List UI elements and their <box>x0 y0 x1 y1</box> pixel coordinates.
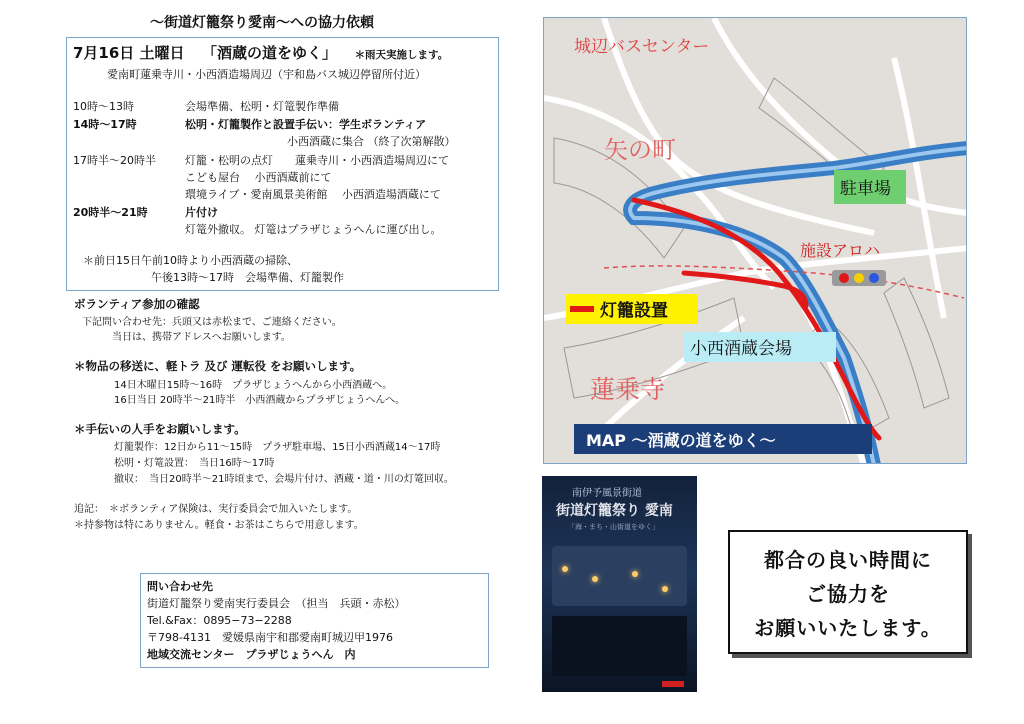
poster-region: 南伊予風景街道 <box>572 488 642 499</box>
contact-heading: 問い合わせ先 <box>147 580 213 593</box>
map-legend-label: 灯籠設置 <box>600 301 668 321</box>
schedule-time: 10時〜13時 <box>73 100 134 113</box>
map-label-temple: 蓮乗寺 <box>590 375 666 404</box>
schedule-desc: 灯籠・松明の点灯 蓮乗寺川・小西酒造場周辺にて <box>185 154 449 167</box>
festival-poster <box>542 476 697 692</box>
schedule-desc: 環境ライブ・愛南風景美術館 小西酒造場酒蔵にて <box>185 188 441 201</box>
map-graphic <box>544 18 967 464</box>
map-label-yanomachi: 矢の町 <box>604 136 676 164</box>
schedule-desc: 松明・灯籠製作と設置手伝い：学生ボランティア <box>185 118 427 131</box>
volunteer-line: 下記問い合わせ先：兵頭又は赤松まで、ご連絡ください。 <box>82 317 342 328</box>
event-date: 7月16日 土曜日 <box>73 44 185 62</box>
prep-note: ＊前日15日午前10時より小西酒蔵の掃除、 <box>83 254 298 267</box>
map-label-bus: 城辺バスセンター <box>574 37 710 57</box>
rain-note: ＊雨天実施します。 <box>354 49 449 61</box>
poster-title: 街道灯籠祭り 愛南 <box>556 503 673 519</box>
message-line: お願いいたします。 <box>754 616 942 640</box>
map-label-venue: 小西酒蔵会場 <box>690 339 792 359</box>
poster-details-area <box>552 616 687 676</box>
schedule-time: 17時半〜20時半 <box>73 154 156 167</box>
map-dot-red <box>839 273 849 283</box>
map-dot-yellow <box>854 273 864 283</box>
event-header <box>73 42 448 63</box>
poster-subtitle: 「海・まち・山街道をゆく」 <box>568 523 659 531</box>
prep-note: 午後13時〜17時 会場準備、灯籠製作 <box>151 271 344 284</box>
volunteer-line: 当日は、携帯アドレスへお願いします。 <box>112 332 291 343</box>
message-line: 都合の良い時間に <box>764 548 932 572</box>
schedule-box <box>66 37 499 291</box>
map-legend-swatch <box>570 306 594 312</box>
poster-lantern <box>562 566 568 572</box>
transport-line: 16日当日 20時半〜21時半 小西酒蔵からプラザじょうへんへ。 <box>114 395 406 406</box>
page-title: 〜街道灯籠祭り愛南〜への協力依頼 <box>150 15 374 31</box>
map-caption: MAP 〜酒蔵の道をゆく〜 <box>586 431 776 450</box>
map-image <box>543 17 967 464</box>
helpers-heading: ＊手伝いの人手をお願いします。 <box>74 422 246 436</box>
helpers-line: 撤収： 当日20時半〜21時頃まで、会場片付け、酒蔵・道・川の灯篭回収。 <box>114 474 454 485</box>
schedule-desc: 会場準備、松明・灯篭製作準備 <box>185 100 339 113</box>
event-theme: 「酒蔵の道をゆく」 <box>202 44 338 62</box>
contact-box <box>140 573 489 668</box>
note-line: ＊持参物は特にありません。軽食・お茶はこちらで用意します。 <box>74 520 364 531</box>
poster-lantern <box>592 576 598 582</box>
helpers-line: 灯籠製作：12日から11〜15時 プラザ駐車場、15日小西酒蔵14〜17時 <box>114 442 441 453</box>
transport-heading: ＊物品の移送に、軽トラ 及び 運転役 をお願いします。 <box>74 359 362 373</box>
poster-logo-mark <box>662 681 684 687</box>
contact-center: 地域交流センター プラザじょうへん 内 <box>147 648 356 661</box>
contact-org: 街道灯籠祭り愛南実行委員会 （担当 兵頭・赤松） <box>147 597 406 610</box>
note-line: 追記： ＊ボランティア保険は、実行委員会で加入いたします。 <box>74 504 358 515</box>
contact-tel: Tel.&Fax：0895−73−2288 <box>147 614 292 627</box>
schedule-desc: こども屋台 小西酒蔵前にて <box>185 171 332 184</box>
volunteer-heading: ボランティア参加の確認 <box>74 297 200 311</box>
helpers-line: 松明・灯篭設置： 当日16時〜17時 <box>114 458 275 469</box>
schedule-desc: 灯篭外撤収。 灯篭はプラザじょうへんに運び出し。 <box>185 223 442 236</box>
schedule-time: 20時半〜21時 <box>73 206 148 219</box>
map-label-parking: 駐車場 <box>840 179 891 199</box>
event-location: 愛南町蓮乗寺川・小西酒造場周辺（宇和島バス城辺停留所付近） <box>107 68 426 81</box>
poster-lantern <box>662 586 668 592</box>
schedule-desc: 片付け <box>185 206 218 219</box>
map-dot-blue <box>869 273 879 283</box>
message-line: ご協力を <box>806 582 890 606</box>
schedule-desc: 小西酒蔵に集合 （終了次第解散） <box>287 135 456 148</box>
transport-line: 14日木曜日15時〜16時 プラザじょうへんから小西酒蔵へ。 <box>114 380 393 391</box>
poster-lantern <box>632 571 638 577</box>
request-message-box <box>728 530 968 654</box>
poster-wall <box>552 546 687 606</box>
schedule-time: 14時〜17時 <box>73 118 137 131</box>
map-label-aloha: 施設アロハ <box>800 241 881 260</box>
contact-address: 〒798-4131 愛媛県南宇和郡愛南町城辺甲1976 <box>147 631 393 644</box>
